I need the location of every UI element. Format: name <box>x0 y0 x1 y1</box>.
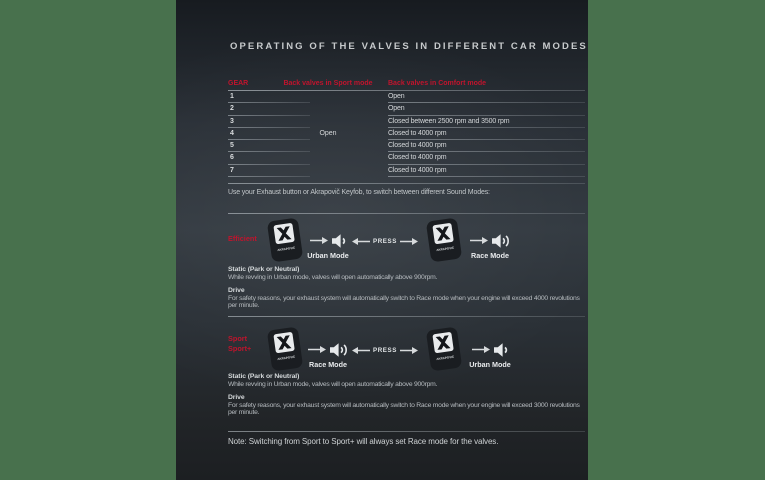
akrapovic-keyfob-icon <box>265 325 305 373</box>
separator-line <box>228 431 585 432</box>
keyfob-brand-text: AKRAPOVIČ <box>436 354 455 362</box>
keyfob-brand-text: AKRAPOVIČ <box>277 354 296 362</box>
drive-title: Drive <box>228 394 245 401</box>
sport-mode-merged-value: Open <box>319 130 337 137</box>
separator-line <box>228 213 585 214</box>
sport-mode-diagram <box>228 327 536 377</box>
table-row <box>228 152 585 164</box>
page-title: OPERATING OF THE VALVES IN DIFFERENT CAR MODES <box>230 41 588 52</box>
drive-text: For safety reasons, your exhaust system will automatically switch to Race mode when your engine will exceed 3000 revolutions per minute. <box>228 401 580 416</box>
static-text: While revving in Urban mode, valves will open automatically above 900rpm. <box>228 380 438 388</box>
table-rows <box>228 91 585 177</box>
instruction-text: Use your Exhaust button or Akrapovič Keyfob, to switch between different Sound Modes: <box>228 189 490 196</box>
comfort-cell: Closed to 4000 rpm <box>388 154 447 162</box>
content-panel <box>176 0 588 480</box>
akrapovic-keyfob-icon <box>424 325 464 373</box>
arrow-right-icon <box>472 345 490 354</box>
gear-cell: 7 <box>230 166 234 174</box>
comfort-cell: Open <box>388 105 405 113</box>
table-row <box>228 103 585 115</box>
comfort-cell: Closed to 4000 rpm <box>388 129 447 137</box>
separator-line <box>388 176 585 177</box>
urban-mode-group <box>300 232 356 260</box>
speaker-low-volume-icon <box>332 233 346 249</box>
mode-tag-line: Sport+ <box>228 343 252 353</box>
keyfob-brand-text: AKRAPOVIČ <box>436 245 455 253</box>
table-row <box>228 116 585 128</box>
race-mode-group <box>300 341 356 369</box>
mode-tag-line: Sport <box>228 334 248 343</box>
separator-line <box>228 176 310 177</box>
table-row <box>228 91 585 103</box>
arrow-right-icon <box>470 236 488 245</box>
press-label: PRESS <box>373 346 397 354</box>
mode-label: Race Mode <box>471 251 509 260</box>
speaker-high-volume-icon <box>330 342 349 358</box>
efficient-notes <box>228 266 585 309</box>
table-row <box>228 165 585 177</box>
arrow-left-icon <box>352 237 370 246</box>
gear-cell: 1 <box>230 93 234 100</box>
mode-tag-sport <box>228 334 251 353</box>
gear-cell: 5 <box>230 142 234 150</box>
mode-label: Urban Mode <box>469 360 511 369</box>
keyfob-brand-text: AKRAPOVIČ <box>277 245 296 253</box>
race-mode-group <box>462 232 518 260</box>
mode-tag-efficient <box>228 234 257 244</box>
akrapovic-keyfob-icon <box>424 216 464 264</box>
comfort-cell: Closed between 2500 rpm and 3500 rpm <box>388 117 510 125</box>
footer-note: Note: Switching from Sport to Sport+ will always set Race mode for the valves. <box>228 437 499 446</box>
separator-line <box>228 316 585 317</box>
sport-notes <box>228 373 585 416</box>
gear-cell: 4 <box>230 129 234 137</box>
gear-cell: 6 <box>230 154 234 162</box>
column-header-comfort-mode: Back valves in Comfort mode <box>388 80 487 87</box>
separator-line <box>228 183 585 184</box>
speaker-high-volume-icon <box>492 233 511 249</box>
column-header-gear: GEAR <box>228 80 249 87</box>
gear-cell: 3 <box>230 117 234 125</box>
static-title: Static (Park or Neutral) <box>228 266 300 273</box>
mode-label: Race Mode <box>309 360 347 369</box>
static-text: While revving in Urban mode, valves will open automatically above 900rpm. <box>228 273 438 281</box>
arrow-right-icon <box>400 346 418 355</box>
akrapovic-keyfob-icon <box>265 216 305 264</box>
column-header-sport-mode: Back valves in Sport mode <box>283 80 373 87</box>
drive-title: Drive <box>228 287 245 294</box>
speaker-low-volume-icon <box>494 342 508 358</box>
arrow-right-icon <box>308 345 326 354</box>
table-row <box>228 128 585 140</box>
efficient-mode-diagram <box>228 218 536 268</box>
gear-cell: 2 <box>230 105 234 113</box>
comfort-cell: Closed to 4000 rpm <box>388 142 447 150</box>
mode-tag-line: Efficient <box>228 234 257 243</box>
press-toggle-indicator <box>352 344 418 356</box>
table-row <box>228 140 585 152</box>
urban-mode-group <box>462 341 518 369</box>
drive-text: For safety reasons, your exhaust system will automatically switch to Race mode when your engine will exceed 4000 revolutions per minute. <box>228 294 580 309</box>
static-title: Static (Park or Neutral) <box>228 373 300 380</box>
comfort-cell: Open <box>388 93 405 100</box>
arrow-left-icon <box>352 346 370 355</box>
press-label: PRESS <box>373 237 397 245</box>
comfort-cell: Closed to 4000 rpm <box>388 166 447 174</box>
arrow-right-icon <box>400 237 418 246</box>
valve-table <box>228 80 585 178</box>
arrow-right-icon <box>310 236 328 245</box>
press-toggle-indicator <box>352 235 418 247</box>
mode-label: Urban Mode <box>307 251 349 260</box>
